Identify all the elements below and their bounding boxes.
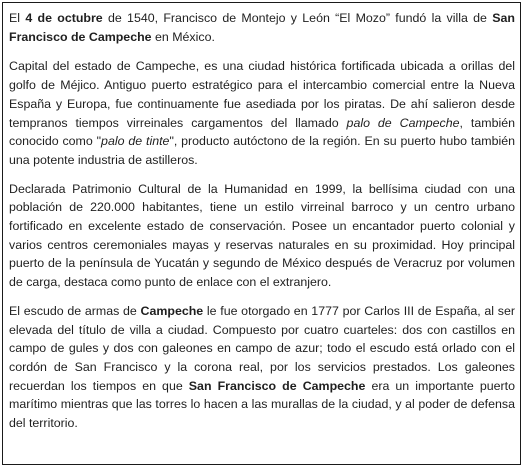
- text-run: en México.: [151, 29, 215, 44]
- text-run: de 1540, Francisco de Montejo y León “El Mozo” fundó la villa de: [102, 11, 493, 25]
- city-name: San Francisco de Campeche: [188, 378, 366, 393]
- text-run: ", producto autóctono de la región. En su puerto hubo también una potente industria de astilleros.: [9, 134, 516, 167]
- text-run: , también conocido como ": [9, 115, 516, 149]
- document-body: [9, 9, 515, 443]
- city-name: Campeche: [140, 303, 204, 318]
- term-palo-de-tinte: palo de tinte: [101, 134, 170, 149]
- text-run: El escudo de armas de: [9, 303, 141, 318]
- text-run: Capital del estado de Campeche, es una ciudad histórica fortificada ubicada a orillas del golfo de Méjico. Antiguo puerto estratégico para el intercambio comercial entre la Nueva España y Europa, fue continuamente fue asediada por los piratas. De ahí salieron desde tempranos tiempos virreinales cargamentos del llamado: [9, 59, 515, 130]
- term-palo-de-campeche: palo de Campeche: [346, 115, 460, 130]
- text-run: El: [9, 11, 26, 25]
- founding-date: 4 de octubre: [25, 11, 103, 25]
- paragraph-founding: [9, 9, 515, 46]
- paragraph-heritage: [9, 180, 515, 292]
- text-run: Declarada Patrimonio Cultural de la Humanidad en 1999, la bellísima ciudad con una población de 220.000 habitantes, tiene un estilo virreinal barroco y un centro urbano fortificado en excelente estado de conservación. Posee un encantador puerto colonial y varios centros ceremoniales mayas y reservas naturales en su proximidad. Hoy principal puerto de la península de Yucatán y segundo de México después de Veracruz por volumen de carga, destaca como punto de enlace con el extranjero.: [9, 181, 515, 290]
- city-name: San Francisco de Campeche: [9, 11, 515, 44]
- text-run: le fue otorgado en 1777 por Carlos III de España, al ser elevada del título de villa a ciudad. Compuesto por cuatro cuarteles: dos con castillos en campo de gules y dos con galeones en campo de azur; todo el escudo está orlado con el cordón de San Francisco y la corona real, por los servicios prestados. Los galeones recuerdan los tiempos en que: [9, 303, 515, 393]
- text-box: [2, 2, 521, 465]
- paragraph-capital: [9, 57, 515, 169]
- text-run: era un importante puerto marítimo mientras que las torres lo hacen a las murallas de la ciudad, y al poder de defensa del territorio.: [9, 378, 515, 431]
- paragraph-coat-of-arms: [9, 302, 515, 433]
